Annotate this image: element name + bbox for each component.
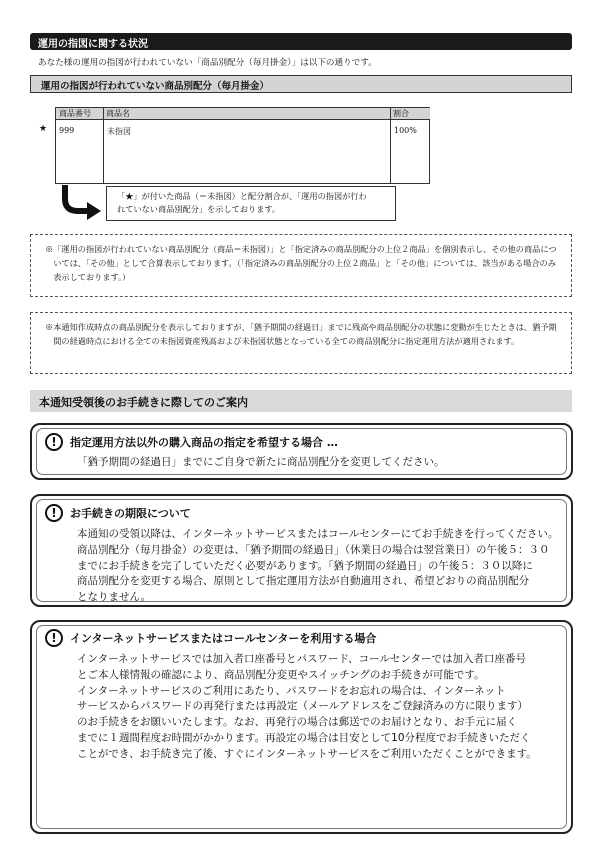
procedure-line: までに１週間程度お時間がかかります。再設定の場合は目安として10分程度でお手続きいただく: [77, 731, 531, 744]
section-header-bar: [30, 33, 572, 50]
procedure-line: ことができ、お手続き完了後、すぐにインターネットサービスをご利用いただくことができます。: [77, 747, 537, 760]
table-header-ratio: 割合: [390, 108, 430, 120]
sub-header-bar: [30, 75, 572, 93]
curved-arrow-icon: [56, 183, 106, 225]
procedure-box: [30, 620, 573, 834]
procedure-title: お手続きの期限について: [70, 507, 191, 520]
star-marker: ★: [39, 124, 48, 134]
sub-header-title: 運用の指図が行われていない商品別配分（毎月掛金）: [41, 81, 270, 92]
table-header-code: 商品番号: [56, 108, 103, 120]
guidance-section-heading: [30, 390, 572, 412]
procedure-box: [30, 423, 573, 480]
procedure-line: インターネットサービスでは加入者口座番号とパスワード、コールセンターでは加入者口座番号: [77, 653, 526, 665]
procedure-body: [77, 527, 558, 606]
exclamation-circle-icon: !: [45, 433, 63, 451]
star-note-line: 「★」が付いた商品（＝未指図）と配分割合が、「運用の指図が行わ: [117, 191, 367, 201]
procedure-line: 商品別配分を変更する場合、原則として指定運用方法が自動適用され、希望どおりの商品別配分: [77, 575, 530, 588]
procedure-title: インターネットサービスまたはコールセンターを利用する場合: [70, 632, 377, 645]
procedure-box: [30, 494, 573, 607]
exclamation-circle-icon: !: [45, 504, 63, 522]
star-note-line: れていない商品別配分」を示しております。: [117, 204, 281, 214]
procedure-line: インターネットサービスのご利用にあたり、パスワードをお忘れの場合は、インターネット: [77, 684, 506, 697]
table-cell-code: 999: [59, 126, 75, 135]
procedure-title: 指定運用方法以外の購入商品の指定を希望する場合 …: [70, 436, 338, 449]
procedure-body: [77, 652, 537, 763]
table-cell-ratio: 100%: [394, 126, 417, 135]
procedure-line: 商品別配分（毎月掛金）の変更は、「猶予期間の経過日」（休業日の場合は翌営業日）の午後５：３０: [77, 543, 550, 556]
procedure-line: 「猶予期間の経過日」までにご自身で新たに商品別配分を変更してください。: [77, 456, 445, 468]
procedure-line: とご本人様情報の確認により、商品別配分変更やスイッチングのお手続きが可能です。: [77, 668, 485, 681]
allocation-table: [55, 107, 430, 184]
procedure-body: [77, 455, 445, 471]
note-display-rule: ※「運用の指図が行われていない商品別配分（商品＝未指図）」と「指定済みの商品別配分の上位２商品」を個別表示し、その他の商品については、「その他」として合算表示しております。（「指定済みの商品別配分の上位２商品」と「その他」については、該当がある場合のみ表示しております。）: [30, 234, 572, 297]
procedure-line: 本通知の受領以降は、インターネットサービスまたはコールセンターにてお手続きを行ってください。: [77, 528, 559, 540]
table-header-name: 商品名: [103, 108, 390, 120]
note-grace-period: ※本通知作成時点の商品別配分を表示しておりますが、「猶予期間の経過日」までに残高や商品別配分の状態に変動が生じたときは、猶予期間の経過時点における全ての未指図資産残高および未指図状態となっている全ての商品別配分に指定運用方法が適用されます。: [30, 312, 572, 374]
procedure-line: サービスからパスワードの再発行または再設定（メールアドレスをご登録済みの方に限ります）: [77, 700, 528, 713]
intro-text: あなた様の運用の指図が行われていない「商品別配分（毎月掛金）」は以下の通りです。: [38, 58, 377, 68]
procedure-line: となりません。: [77, 591, 152, 604]
section-header-title: 運用の指図に関する状況: [38, 39, 148, 50]
table-cell-name: 未指図: [107, 127, 131, 136]
exclamation-circle-icon: !: [45, 629, 63, 647]
procedure-line: までにお手続きを完了していただく必要があります。「猶予期間の経過日」の午後５：３０以降に: [77, 559, 533, 572]
star-explanation-box: [106, 186, 396, 221]
guidance-section-title: 本通知受領後のお手続きに際してのご案内: [39, 396, 248, 409]
procedure-line: のお手続きをお願いいたします。なお、再発行の場合は郵送でのお届けとなり、お手元に届く: [77, 716, 518, 729]
